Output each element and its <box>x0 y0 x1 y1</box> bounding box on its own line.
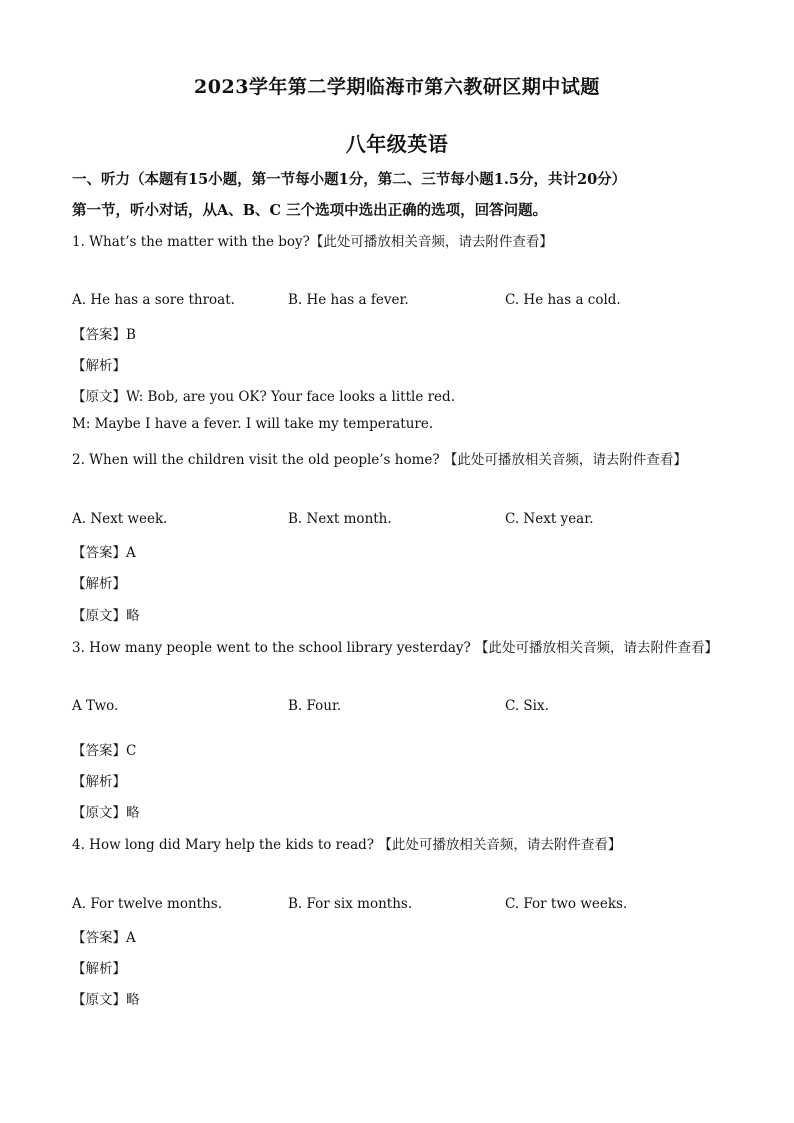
question-4-stem: 4. How long did Mary help the kids to read? 【此处可播放相关音频，请去附件查看】 <box>72 837 622 853</box>
question-1-stem: 1. What’s the matter with the boy?【此处可播放相关音频，请去附件查看】 <box>72 234 553 250</box>
question-3-stem: 3. How many people went to the school library yesterday? 【此处可播放相关音频，请去附件查看】 <box>72 640 719 656</box>
question-4-option-c: C. For two weeks. <box>505 896 628 912</box>
document-subtitle: 八年级英语 <box>345 132 449 156</box>
question-1-option-a: A. He has a sore throat. <box>72 292 235 308</box>
section-heading: 一、听力（本题有15小题，第一节每小题1分，第二、三节每小题1.5分，共计20分） <box>72 171 627 188</box>
document-title: 2023学年第二学期临海市第六教研区期中试题 <box>194 76 600 98</box>
question-2-option-b: B. Next month. <box>288 511 392 527</box>
question-1-analysis: 【解析】 <box>72 358 126 374</box>
question-1-transcript-line-1: 【原文】W: Bob, are you OK? Your face looks a little red. <box>72 389 455 405</box>
question-2-answer: 【答案】A <box>72 545 136 561</box>
question-1-transcript-line-2: M: Maybe I have a fever. I will take my temperature. <box>72 416 434 432</box>
question-4-option-a: A. For twelve months. <box>72 896 222 912</box>
question-3-option-a: A Two. <box>72 698 119 714</box>
question-3-option-c: C. Six. <box>505 698 549 714</box>
question-3-transcript: 【原文】略 <box>72 805 140 821</box>
question-2-stem: 2. When will the children visit the old people’s home? 【此处可播放相关音频，请去附件查看】 <box>72 452 687 468</box>
question-4-transcript: 【原文】略 <box>72 992 140 1008</box>
question-2-analysis: 【解析】 <box>72 576 126 592</box>
question-3-answer: 【答案】C <box>72 743 137 759</box>
question-3-option-b: B. Four. <box>288 698 342 714</box>
question-2-transcript: 【原文】略 <box>72 608 140 624</box>
question-4-option-b: B. For six months. <box>288 896 413 912</box>
question-3-analysis: 【解析】 <box>72 774 126 790</box>
question-1-option-c: C. He has a cold. <box>505 292 621 308</box>
question-4-analysis: 【解析】 <box>72 961 126 977</box>
question-1-answer: 【答案】B <box>72 327 136 343</box>
question-2-option-c: C. Next year. <box>505 511 594 527</box>
question-1-option-b: B. He has a fever. <box>288 292 409 308</box>
question-2-option-a: A. Next week. <box>72 511 168 527</box>
part-heading: 第一节，听小对话，从A、B、C 三个选项中选出正确的选项，回答问题。 <box>72 202 548 219</box>
question-4-answer: 【答案】A <box>72 930 136 946</box>
